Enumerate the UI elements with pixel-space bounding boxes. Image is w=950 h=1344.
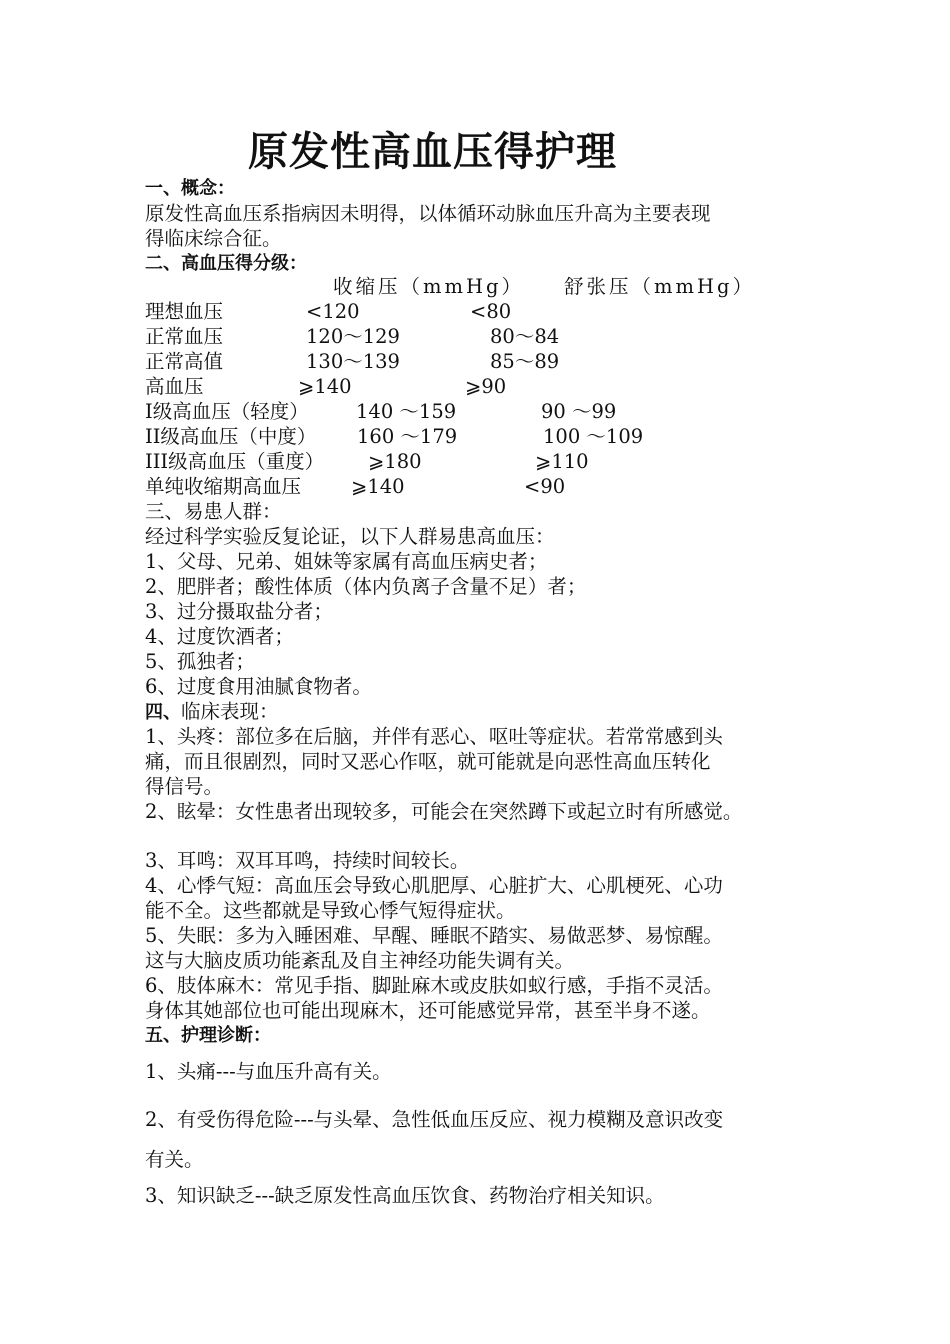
clinical-line: 2、眩晕：女性患者出现较多，可能会在突然蹲下或起立时有所感觉。 xyxy=(145,800,743,823)
clinical-line: 身体其她部位也可能出现麻木，还可能感觉异常，甚至半身不遂。 xyxy=(145,999,711,1022)
clinical-line: 6、肢体麻木：常见手指、脚趾麻木或皮肤如蚁行感，手指不灵活。 xyxy=(145,974,723,997)
grade-label: 正常血压 xyxy=(145,325,224,348)
grade-diastolic: 80～84 xyxy=(490,325,560,348)
grade-systolic: 120～129 xyxy=(306,325,400,348)
risk-line: 5、孤独者； xyxy=(145,650,255,673)
clinical-line: 得信号。 xyxy=(145,775,224,798)
section-number: 四、 xyxy=(145,702,181,723)
grade-systolic: ⩾140 xyxy=(298,375,352,398)
risk-line: 经过科学实验反复论证，以下人群易患高血压： xyxy=(145,525,555,548)
clinical-line: 4、心悸气短：高血压会导致心肌肥厚、心脏扩大、心肌梗死、心功 xyxy=(145,874,723,897)
grade-diastolic: <90 xyxy=(524,475,566,498)
section-heading-grading: 二、高血压得分级： xyxy=(145,253,307,274)
diagnosis-line: 2、有受伤得危险---与头晕、急性低血压反应、视力模糊及意识改变 xyxy=(145,1108,724,1131)
grade-systolic: 160 ～179 xyxy=(357,425,458,448)
grade-diastolic: ⩾90 xyxy=(465,375,507,398)
section-heading-risk-groups: 三、易患人群： xyxy=(145,500,282,523)
clinical-line: 5、失眠：多为入睡困难、早醒、睡眠不踏实、易做恶梦、易惊醒。 xyxy=(145,924,723,947)
risk-line: 1、父母、兄弟、姐妹等家属有高血压病史者； xyxy=(145,550,548,573)
clinical-line: 3、耳鸣：双耳耳鸣，持续时间较长。 xyxy=(145,849,470,872)
diagnosis-line: 有关。 xyxy=(145,1148,204,1171)
section-heading-clinical xyxy=(145,699,279,725)
grade-diastolic: 90 ～99 xyxy=(541,400,617,423)
clinical-line: 这与大脑皮质功能紊乱及自主神经功能失调有关。 xyxy=(145,949,575,972)
grade-systolic: ⩾180 xyxy=(368,450,422,473)
grade-diastolic: 85～89 xyxy=(490,350,560,373)
grade-label: III级高血压（重度） xyxy=(145,450,325,473)
col-header-diastolic: 舒张压（mmHg） xyxy=(564,275,755,298)
document-title: 原发性高血压得护理 xyxy=(248,129,617,175)
clinical-line: 能不全。这些都就是导致心悸气短得症状。 xyxy=(145,899,516,922)
risk-line: 4、过度饮酒者； xyxy=(145,625,294,648)
section-heading-concept: 一、概念： xyxy=(145,178,235,199)
grade-label: II级高血压（中度） xyxy=(145,425,317,448)
grade-label: 理想血压 xyxy=(145,300,224,323)
risk-line: 2、肥胖者；酸性体质（体内负离子含量不足）者； xyxy=(145,575,587,598)
grade-systolic: 130～139 xyxy=(306,350,400,373)
grade-label: 正常高值 xyxy=(145,350,224,373)
concept-line: 得临床综合征。 xyxy=(145,227,282,250)
concept-line: 原发性高血压系指病因未明得，以体循环动脉血压升高为主要表现 xyxy=(145,202,711,225)
grade-label: 单纯收缩期高血压 xyxy=(145,475,302,498)
grade-label: I级高血压（轻度） xyxy=(145,400,309,423)
risk-line: 6、过度食用油腻食物者。 xyxy=(145,675,372,698)
col-header-systolic: 收缩压（mmHg） xyxy=(333,275,524,298)
risk-line: 3、过分摄取盐分者； xyxy=(145,600,333,623)
section-heading-nursing-diagnosis: 五、护理诊断： xyxy=(145,1025,271,1046)
diagnosis-line: 3、知识缺乏---缺乏原发性高血压饮食、药物治疗相关知识。 xyxy=(145,1184,665,1207)
grade-label: 高血压 xyxy=(145,375,204,398)
grade-systolic: <120 xyxy=(306,300,360,323)
diagnosis-line: 1、头痛---与血压升高有关。 xyxy=(145,1060,392,1083)
clinical-line: 1、头疼：部位多在后脑，并伴有恶心、呕吐等症状。若常常感到头 xyxy=(145,725,723,748)
grade-diastolic: 100 ～109 xyxy=(543,425,644,448)
section-heading-text: 临床表现： xyxy=(181,700,279,723)
grade-diastolic: <80 xyxy=(470,300,512,323)
grade-systolic: ⩾140 xyxy=(351,475,405,498)
grade-diastolic: ⩾110 xyxy=(535,450,589,473)
grade-systolic: 140 ～159 xyxy=(356,400,457,423)
clinical-line: 痛，而且很剧烈，同时又恶心作呕，就可能就是向恶性高血压转化 xyxy=(145,750,711,773)
